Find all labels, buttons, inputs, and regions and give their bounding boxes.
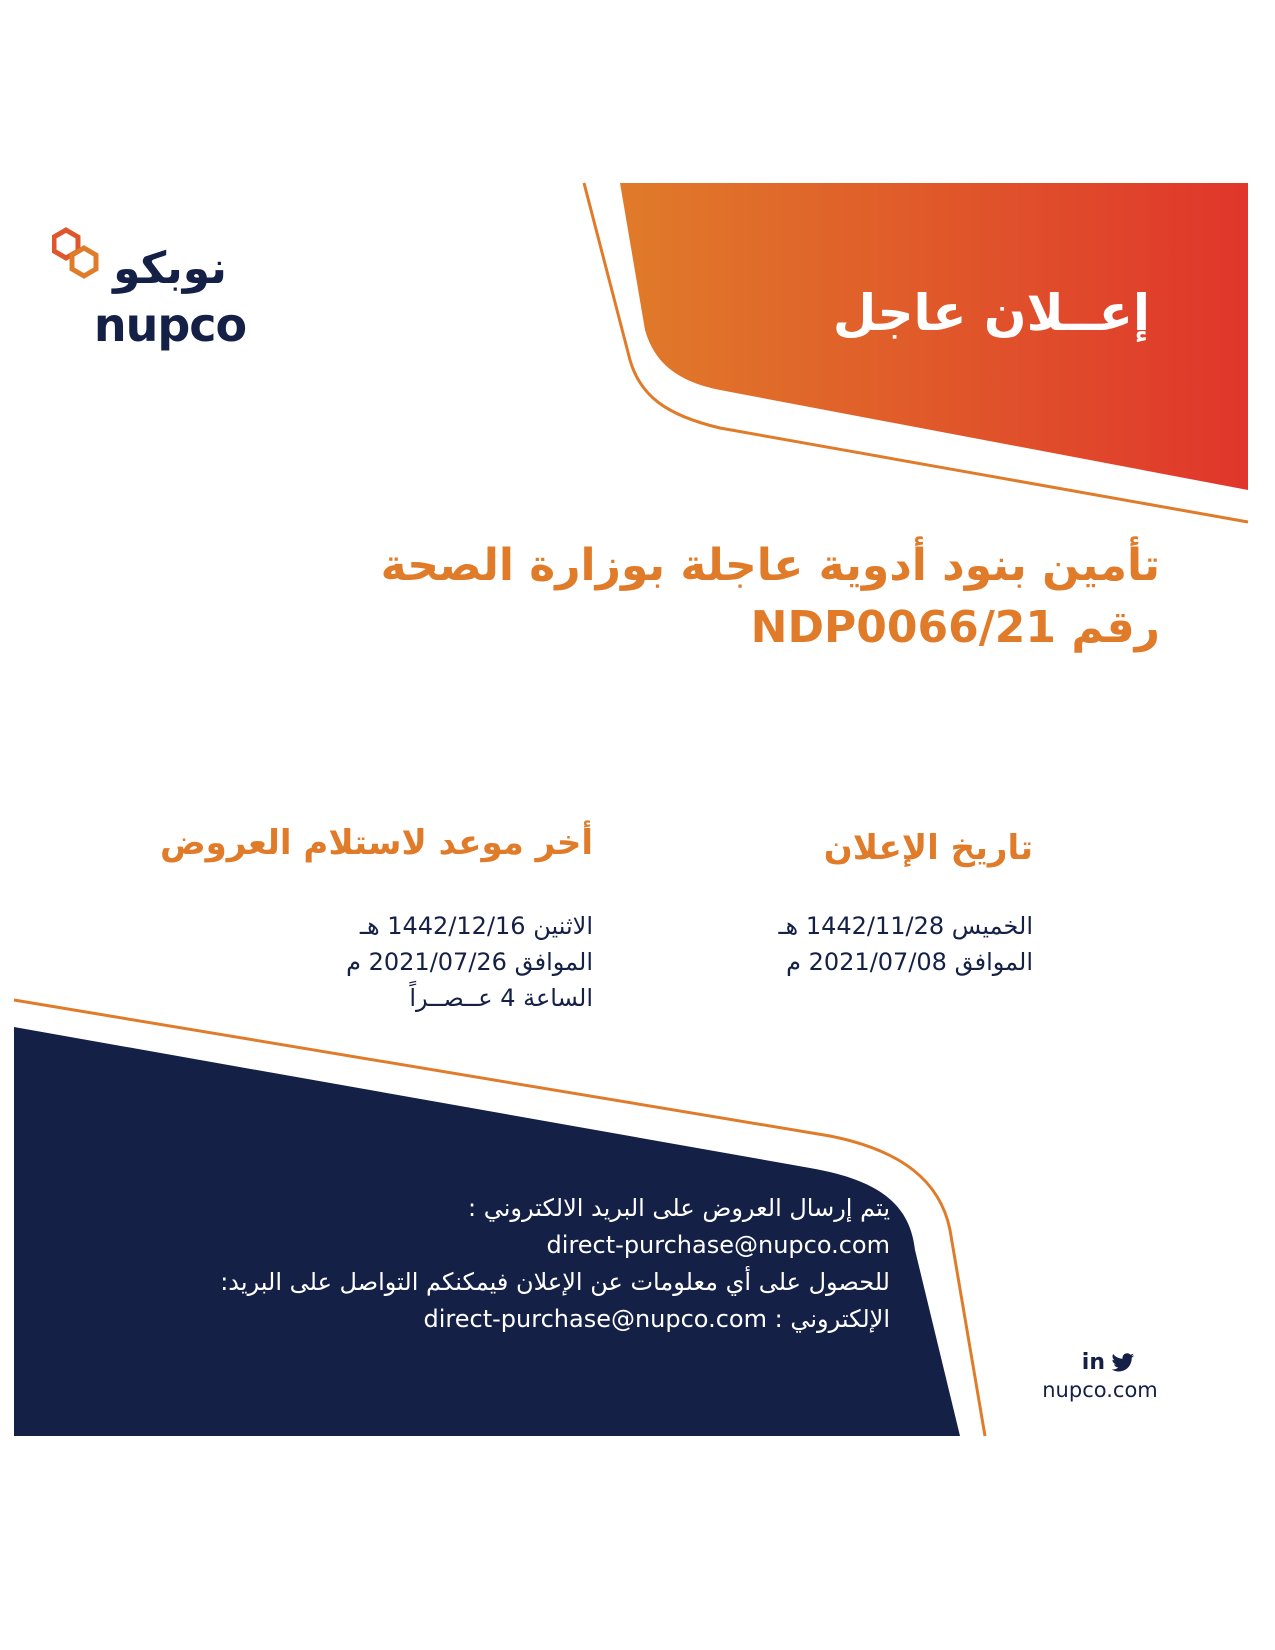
tender-title xyxy=(260,535,1160,659)
submit-instruction: يتم إرسال العروض على البريد الالكتروني : xyxy=(468,1194,890,1222)
deadline-time: الساعة 4 عــصــراً xyxy=(409,984,593,1012)
twitter-icon[interactable] xyxy=(1111,1352,1135,1374)
announcement-date-heading: تاريخ الإعلان xyxy=(823,828,1033,868)
urgent-announcement-title: إعــلان عاجل xyxy=(832,284,1150,342)
submit-email-link[interactable]: direct-purchase@nupco.com xyxy=(546,1231,890,1259)
website-link[interactable]: nupco.com xyxy=(1042,1378,1158,1402)
contact-info xyxy=(130,1190,890,1338)
nupco-logo xyxy=(50,224,250,364)
logo-latin-text: nupco xyxy=(93,298,247,352)
deadline-heading: أخر موعد لاستلام العروض xyxy=(159,823,593,863)
logo-arabic-text: نوبكو xyxy=(113,243,227,294)
deadline-hijri: الاثنين 1442/12/16 هـ xyxy=(359,912,593,940)
announcement-date-body xyxy=(613,908,1033,980)
footer-social xyxy=(1030,1350,1170,1420)
tender-title-line1: تأمين بنود أدوية عاجلة بوزارة الصحة xyxy=(380,540,1160,591)
linkedin-icon[interactable]: in xyxy=(1081,1350,1105,1375)
announcement-date-hijri: الخميس 1442/11/28 هـ xyxy=(778,912,1033,940)
deadline-gregorian: الموافق 2021/07/26 م xyxy=(346,948,593,976)
deadline-body xyxy=(173,908,593,1016)
info-email-line[interactable]: الإلكتروني : direct-purchase@nupco.com xyxy=(423,1305,890,1333)
info-instruction: للحصول على أي معلومات عن الإعلان فيمكنكم التواصل على البريد: xyxy=(220,1268,890,1296)
tender-number: رقم NDP0066/21 xyxy=(750,602,1160,653)
announcement-date-gregorian: الموافق 2021/07/08 م xyxy=(786,948,1033,976)
